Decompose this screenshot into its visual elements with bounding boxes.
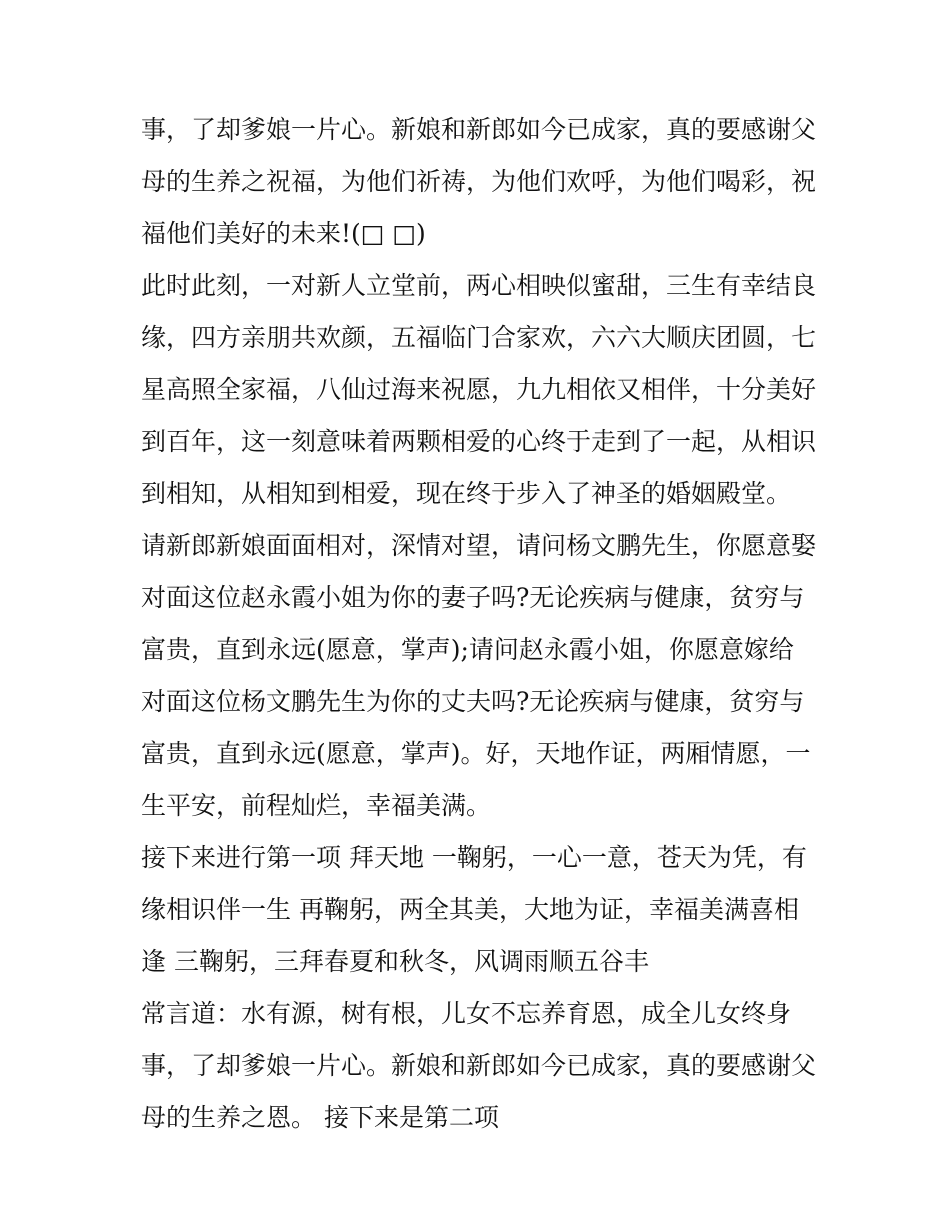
document-body [141,104,821,1144]
text-line: 母的生养之恩。 接下来是第二项 [141,1103,499,1132]
text-line: 缘相识伴一生 再鞠躬，两全其美，大地为证，幸福美满喜相 [141,895,799,924]
text-line: 事，了却爹娘一片心。新娘和新郎如今已成家，真的要感谢父 [141,1051,817,1080]
text-line: 到相知，从相知到相爱，现在终于步入了神圣的婚姻殿堂。 [141,479,792,508]
text-line: 事，了却爹娘一片心。新娘和新郎如今已成家，真的要感谢父 [141,115,817,144]
text-line: 对面这位赵永霞小姐为你的妻子吗?无论疾病与健康，贫穷与 [141,583,805,612]
text-line: 接下来进行第一项 拜天地 一鞠躬，一心一意，苍天为凭，有 [141,843,807,872]
text-line: 生平安，前程灿烂，幸福美满。 [141,791,492,820]
text-line: 到百年，这一刻意味着两颗相爱的心终于走到了一起，从相识 [141,427,817,456]
text-line: 常言道：水有源，树有根，儿女不忘养育恩，成全儿女终身 [141,999,792,1028]
text-line: 母的生养之祝福，为他们祈祷，为他们欢呼，为他们喝彩，祝 [141,167,817,196]
text-line: 福他们美好的未来!(□ □) [141,219,426,248]
text-line: 星高照全家福，八仙过海来祝愿，九九相依又相伴，十分美好 [141,375,817,404]
text-line: 对面这位杨文鹏先生为你的丈夫吗?无论疾病与健康，贫穷与 [141,687,805,716]
text-line: 请新郎新娘面面相对，深情对望，请问杨文鹏先生，你愿意娶 [141,531,817,560]
text-line: 富贵，直到永远(愿意，掌声)。好，天地作证，两厢情愿，一 [141,739,811,768]
text-line: 富贵，直到永远(愿意，掌声);请问赵永霞小姐，你愿意嫁给 [141,635,794,664]
text-line: 逢 三鞠躬，三拜春夏和秋冬，风调雨顺五谷丰 [141,947,649,976]
text-line: 缘，四方亲朋共欢颜，五福临门合家欢，六六大顺庆团圆，七 [141,323,817,352]
text-line: 此时此刻，一对新人立堂前，两心相映似蜜甜，三生有幸结良 [141,271,817,300]
